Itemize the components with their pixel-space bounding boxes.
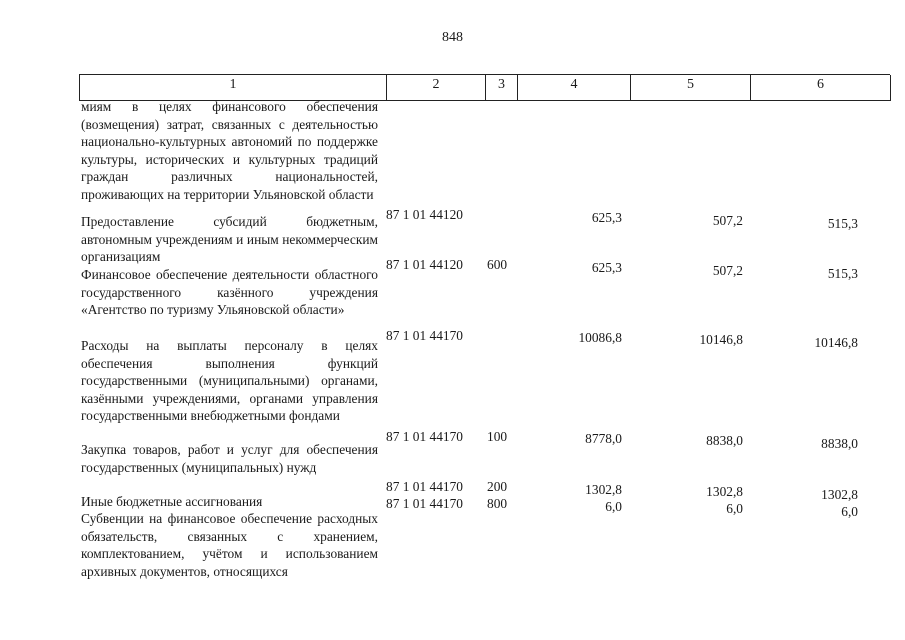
row-code: 87 1 01 44170: [386, 328, 463, 343]
row-code: 87 1 01 44170: [386, 496, 463, 511]
row-value-col6: 10146,8: [814, 335, 858, 350]
row-description: Финансовое обеспечение деятельности областного государственного казённого учреждения «Агентство по туризму Ульяновской области»: [81, 267, 378, 317]
row-description: миям в целях финансового обеспечения (возмещения) затрат, связанных с деятельностью национально-культурных автономий по поддержке культуры, исторических и культурных традиций граждан различных национальностей, проживающих на территории Ульяновской области: [81, 99, 378, 202]
row-value-col4: 625,3: [591, 260, 622, 275]
header-col-2: 2: [387, 75, 486, 101]
row-value-col6: 1302,8: [821, 487, 858, 502]
row-expense-type: 100: [487, 429, 508, 444]
row-value-col5: 8838,0: [706, 433, 743, 448]
row-value-col5: 6,0: [726, 501, 743, 516]
row-code: 87 1 01 44120: [386, 257, 463, 272]
row-value-col6: 6,0: [841, 504, 858, 519]
row-value-col5: 1302,8: [706, 484, 743, 499]
row-value-col5: 507,2: [712, 263, 743, 278]
row-expense-type: 800: [487, 496, 508, 511]
row-value-col5: 10146,8: [699, 332, 743, 347]
row-value-col6: 8838,0: [821, 436, 858, 451]
header-col-1: 1: [80, 75, 387, 101]
row-description: Закупка товаров, работ и услуг для обеспечения государственных (муниципальных) нужд: [81, 442, 378, 475]
row-description: Иные бюджетные ассигнования: [81, 494, 263, 509]
row-value-col4: 8778,0: [585, 431, 622, 446]
row-value-col4: 625,3: [591, 210, 622, 225]
header-col-3: 3: [486, 75, 518, 101]
row-value-col4: 6,0: [605, 499, 622, 514]
row-value-col5: 507,2: [712, 213, 743, 228]
row-description: Предоставление субсидий бюджетным, автономным учреждениям и иным некоммерческим организациям: [81, 214, 378, 264]
page-number: 848: [442, 30, 463, 45]
row-code: 87 1 01 44170: [386, 429, 463, 444]
row-value-col6: 515,3: [827, 216, 858, 231]
row-code: 87 1 01 44170: [386, 479, 463, 494]
row-value-col4: 1302,8: [585, 482, 622, 497]
header-col-6: 6: [751, 75, 891, 101]
row-value-col4: 10086,8: [578, 330, 622, 345]
header-col-5: 5: [631, 75, 751, 101]
header-col-4: 4: [518, 75, 631, 101]
table-header: [79, 74, 890, 101]
row-description: Субвенции на финансовое обеспечение расходных обязательств, связанных с хранением, комплектованием, учётом и использованием архивных документов, относящихся: [81, 511, 378, 579]
row-expense-type: 600: [487, 257, 508, 272]
row-expense-type: 200: [487, 479, 508, 494]
row-code: 87 1 01 44120: [386, 207, 463, 222]
row-description: Расходы на выплаты персоналу в целях обеспечения выполнения функций государственными (муниципальными) органами, казёнными учреждениями, органами управления государственными внебюджетными фондами: [81, 338, 378, 423]
row-value-col6: 515,3: [827, 266, 858, 281]
